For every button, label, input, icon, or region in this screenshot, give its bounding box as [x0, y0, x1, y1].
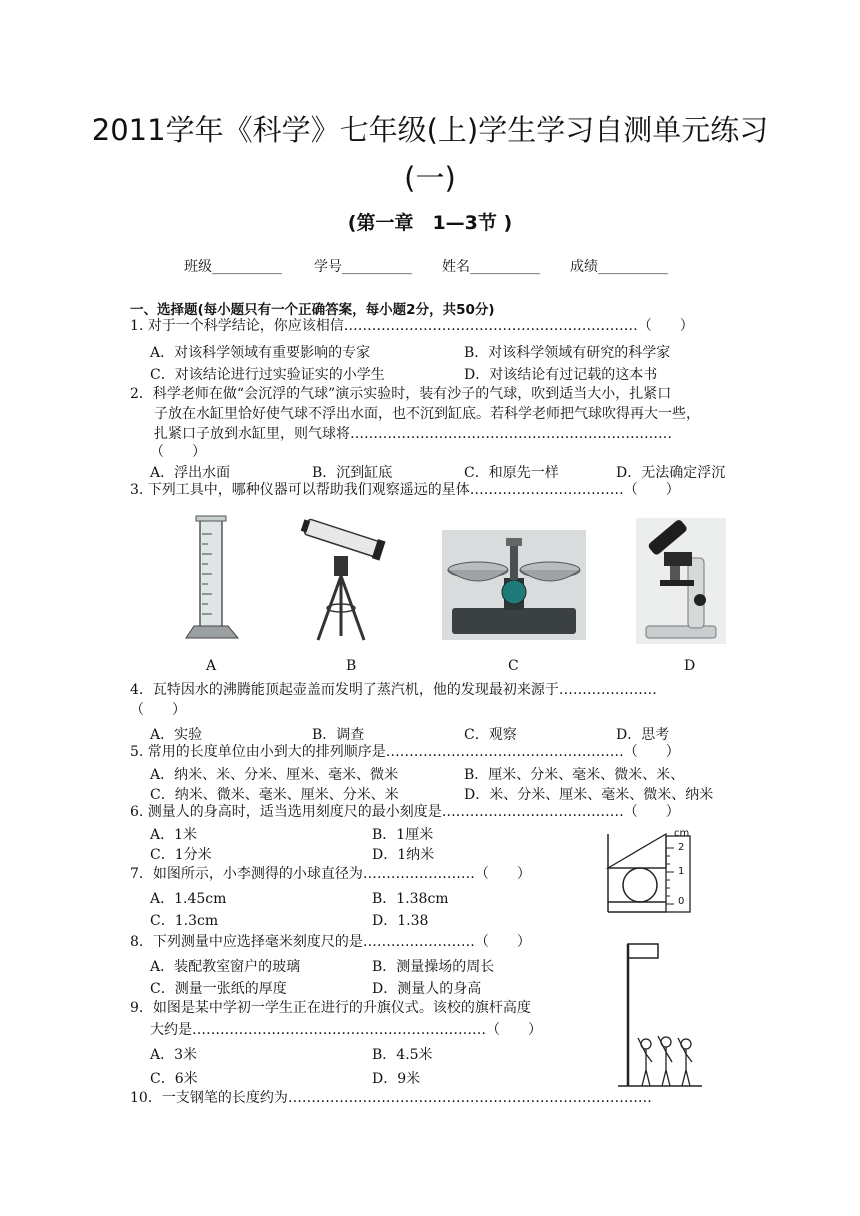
section-heading: 一、选择题(每小题只有一个正确答案，每小题2分，共50分) — [130, 302, 495, 318]
ruler-tick-label: 2 — [678, 842, 685, 853]
question-4-line-2: （ ） — [130, 702, 186, 718]
question-7-option-c: C．1.3cm — [150, 913, 219, 929]
balance-scale-icon — [442, 530, 586, 640]
question-6-option-a: A．1米 — [150, 827, 198, 843]
image-label-b: B — [346, 658, 357, 674]
field-score-blank: __________ — [598, 259, 668, 275]
question-8-option-a: A．装配教室窗户的玻璃 — [150, 959, 301, 975]
image-label-c: C — [508, 658, 519, 674]
question-2-line-3: 扎紧口子放到水缸里，则气球将…………………………………………………………… — [154, 426, 672, 442]
question-9-option-b: B．4.5米 — [372, 1047, 433, 1063]
question-7-option-a: A．1.45cm — [150, 891, 227, 907]
flag-raising-figure — [616, 940, 704, 1090]
question-6-stem: 6. 测量人的身高时，适当选用刻度尺的最小刻度是…………………………………（ ） — [130, 804, 680, 820]
question-7-option-b: B．1.38cm — [372, 891, 449, 907]
field-class-label: 班级 — [184, 259, 212, 275]
question-7-stem: 7．如图所示，小李测得的小球直径为……………………（ ） — [130, 866, 531, 882]
question-8-option-c: C．测量一张纸的厚度 — [150, 981, 287, 997]
question-1-option-d: D．对该结论有过记载的这本书 — [464, 367, 658, 383]
question-4-option-d: D．思考 — [616, 727, 670, 743]
field-score-label: 成绩 — [570, 259, 598, 275]
field-student-id — [314, 256, 412, 276]
question-1-option-b: B．对该科学领域有研究的科学家 — [464, 345, 671, 361]
question-1-stem: 1. 对于一个科学结论，你应该相信………………………………………………………（ ） — [130, 318, 694, 334]
question-8-option-d: D．测量人的身高 — [372, 981, 482, 997]
field-name — [442, 256, 540, 276]
image-label-d: D — [684, 658, 696, 674]
page-title-part: (一) — [404, 161, 456, 195]
telescope-icon — [296, 516, 386, 644]
question-2-option-b: B．沉到缸底 — [312, 465, 393, 481]
field-student-id-blank: __________ — [342, 259, 412, 275]
ruler-unit-label: cm — [674, 828, 690, 839]
question-4-option-a: A．实验 — [150, 727, 203, 743]
field-score — [570, 256, 668, 276]
question-9-option-c: C．6米 — [150, 1071, 198, 1087]
question-2-option-a: A．浮出水面 — [150, 465, 231, 481]
question-6-option-c: C．1分米 — [150, 847, 212, 863]
image-label-a: A — [206, 658, 217, 674]
question-2-line-1: 2．科学老师在做“会沉浮的气球”演示实验时，装有沙子的气球，吹到适当大小，扎紧口 — [130, 386, 672, 402]
question-5-option-c: C．纳米、微米、毫米、厘米、分米、米 — [150, 787, 399, 803]
ruler-tick-label: 0 — [678, 896, 685, 907]
question-5-option-a: A．纳米、米、分米、厘米、毫米、微米 — [150, 767, 399, 783]
ruler-tick-label: 1 — [678, 866, 685, 877]
question-2-option-c: C．和原先一样 — [464, 465, 559, 481]
question-1-option-c: C．对该结论进行过实验证实的小学生 — [150, 367, 385, 383]
question-6-option-b: B．1厘米 — [372, 827, 434, 843]
question-1-option-a: A．对该科学领域有重要影响的专家 — [150, 345, 371, 361]
question-5-option-b: B．厘米、分米、毫米、微米、米、 — [464, 767, 685, 783]
microscope-icon — [636, 518, 726, 644]
question-9-line-1: 9．如图是某中学初一学生正在进行的升旗仪式。该校的旗杆高度 — [130, 1000, 531, 1016]
field-class — [184, 256, 282, 276]
page-title: 2011学年《科学》七年级(上)学生学习自测单元练习 — [91, 113, 769, 147]
question-10-stem: 10．一支钢笔的长度约为…………………………………………………………………… — [130, 1090, 652, 1106]
field-student-id-label: 学号 — [314, 259, 342, 275]
question-4-option-c: C．观察 — [464, 727, 517, 743]
question-7-option-d: D．1.38 — [372, 913, 429, 929]
question-5-stem: 5. 常用的长度单位由小到大的排列顺序是……………………………………………（ ） — [130, 744, 680, 760]
question-2-option-d: D．无法确定浮沉 — [616, 465, 726, 481]
question-2-line-4: （ ） — [150, 444, 206, 460]
field-class-blank: __________ — [212, 259, 282, 275]
question-2-line-2: 子放在水缸里恰好使气球不浮出水面，也不沉到缸底。若科学老师把气球吹得再大一些， — [154, 406, 700, 422]
question-8-option-b: B．测量操场的周长 — [372, 959, 495, 975]
field-name-blank: __________ — [470, 259, 540, 275]
field-name-label: 姓名 — [442, 259, 470, 275]
graduated-cylinder-icon — [180, 514, 244, 640]
question-3-stem: 3. 下列工具中，哪种仪器可以帮助我们观察遥远的星体……………………………（ ） — [130, 482, 680, 498]
question-5-option-d: D．米、分米、厘米、毫米、微米、纳米 — [464, 787, 714, 803]
question-9-option-a: A．3米 — [150, 1047, 198, 1063]
question-4-line-1: 4．瓦特因水的沸腾能顶起壶盖而发明了蒸汽机，他的发现最初来源于………………… — [130, 682, 657, 698]
question-9-option-d: D．9米 — [372, 1071, 421, 1087]
question-6-option-d: D．1纳米 — [372, 847, 435, 863]
question-8-stem: 8．下列测量中应选择毫米刻度尺的是……………………（ ） — [130, 934, 531, 950]
question-9-line-2: 大约是………………………………………………………（ ） — [150, 1022, 542, 1038]
question-4-option-b: B．调查 — [312, 727, 365, 743]
page-subtitle: (第一章 1—3节 ) — [347, 212, 513, 234]
